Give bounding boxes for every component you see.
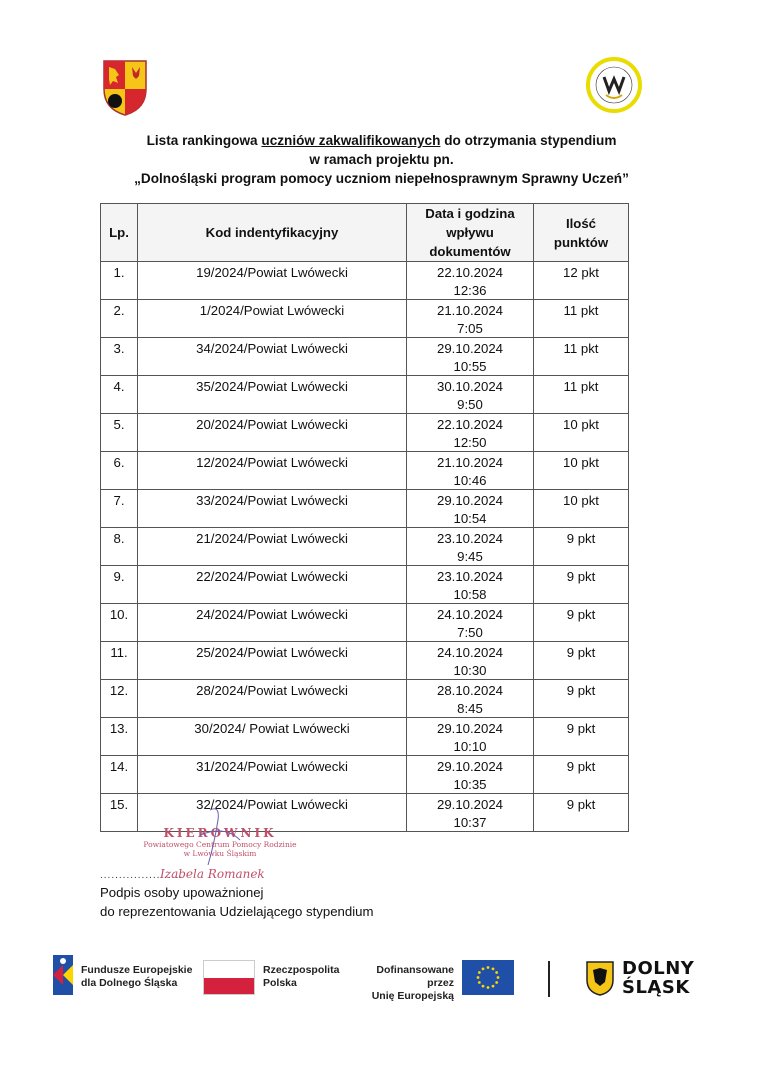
document-title bbox=[0, 131, 763, 188]
title-line-1: Lista rankingowa uczniów zakwalifikowanych do otrzymania stypendium bbox=[146, 133, 617, 148]
row-lp: 4. bbox=[101, 376, 138, 414]
row-kod: 1/2024/Powiat Lwówecki bbox=[138, 300, 407, 338]
eu-star-icon bbox=[487, 986, 490, 989]
eu-star-icon bbox=[497, 976, 500, 979]
row-lp: 7. bbox=[101, 490, 138, 528]
row-kod: 34/2024/Powiat Lwówecki bbox=[138, 338, 407, 376]
poland-flag bbox=[203, 960, 255, 995]
row-date-time bbox=[407, 262, 534, 300]
eu-star-icon bbox=[487, 966, 490, 969]
row-date: 28.10.2024 bbox=[436, 683, 503, 698]
table-row bbox=[101, 756, 629, 794]
row-points: 9 pkt bbox=[534, 680, 629, 718]
table-row bbox=[101, 490, 629, 528]
row-date-time bbox=[407, 528, 534, 566]
county-coat-of-arms bbox=[102, 59, 148, 117]
row-kod: 35/2024/Powiat Lwówecki bbox=[138, 376, 407, 414]
row-points: 11 pkt bbox=[534, 300, 629, 338]
row-kod: 20/2024/Powiat Lwówecki bbox=[138, 414, 407, 452]
table-row bbox=[101, 566, 629, 604]
table-row bbox=[101, 300, 629, 338]
row-date-time bbox=[407, 414, 534, 452]
row-time: 10:37 bbox=[453, 814, 487, 830]
row-date-time bbox=[407, 794, 534, 832]
row-points: 11 pkt bbox=[534, 376, 629, 414]
row-time: 8:45 bbox=[457, 700, 483, 716]
row-date-time bbox=[407, 718, 534, 756]
row-lp: 1. bbox=[101, 262, 138, 300]
row-date-time bbox=[407, 300, 534, 338]
row-kod: 33/2024/Powiat Lwówecki bbox=[138, 490, 407, 528]
eu-star-icon bbox=[482, 967, 485, 970]
eu-funds-icon bbox=[49, 953, 77, 997]
row-date: 29.10.2024 bbox=[436, 797, 503, 812]
dolny-slask-wordmark: DOLNY ŚLĄSK bbox=[622, 958, 695, 998]
row-time: 9:45 bbox=[457, 548, 483, 564]
row-kod: 30/2024/ Powiat Lwówecki bbox=[138, 718, 407, 756]
eu-star-icon bbox=[482, 985, 485, 988]
table-row bbox=[101, 452, 629, 490]
table-row bbox=[101, 338, 629, 376]
row-lp: 11. bbox=[101, 642, 138, 680]
signature-caption: Podpis osoby upoważnionej do reprezentowania Udzielającego stypendium bbox=[100, 885, 374, 919]
row-points: 9 pkt bbox=[534, 794, 629, 832]
eu-star-icon bbox=[478, 971, 481, 974]
pcpr-logo bbox=[586, 57, 642, 113]
row-time: 12:36 bbox=[453, 282, 487, 298]
row-points: 9 pkt bbox=[534, 642, 629, 680]
eu-cofunding-label: Dofinansowane przez Unię Europejską bbox=[371, 964, 454, 1002]
row-kod: 12/2024/Powiat Lwówecki bbox=[138, 452, 407, 490]
row-date-time bbox=[407, 452, 534, 490]
table-row bbox=[101, 642, 629, 680]
eu-funds-label: Fundusze Europejskie dla Dolnego Śląska bbox=[81, 964, 193, 989]
row-time: 10:46 bbox=[453, 472, 487, 488]
header-lp: Lp. bbox=[101, 204, 138, 262]
eu-star-icon bbox=[492, 967, 495, 970]
row-date: 29.10.2024 bbox=[436, 759, 503, 774]
eu-star-icon bbox=[477, 976, 480, 979]
row-date: 30.10.2024 bbox=[436, 379, 503, 394]
row-points: 9 pkt bbox=[534, 528, 629, 566]
eu-star-icon bbox=[495, 981, 498, 984]
eu-star-icon bbox=[478, 981, 481, 984]
row-date: 24.10.2024 bbox=[436, 607, 503, 622]
row-time: 10:30 bbox=[453, 662, 487, 678]
row-lp: 6. bbox=[101, 452, 138, 490]
row-time: 10:55 bbox=[453, 358, 487, 374]
row-lp: 12. bbox=[101, 680, 138, 718]
header-data: Data i godzina wpływu dokumentów bbox=[407, 204, 534, 262]
row-lp: 2. bbox=[101, 300, 138, 338]
poland-label: Rzeczpospolita Polska bbox=[263, 964, 340, 989]
row-date-time bbox=[407, 566, 534, 604]
table-row bbox=[101, 376, 629, 414]
table-row bbox=[101, 414, 629, 452]
row-time: 10:54 bbox=[453, 510, 487, 526]
row-time: 12:50 bbox=[453, 434, 487, 450]
row-date-time bbox=[407, 490, 534, 528]
row-date-time bbox=[407, 680, 534, 718]
row-points: 9 pkt bbox=[534, 718, 629, 756]
title-line-3: „Dolnośląski program pomocy uczniom niepełnosprawnym Sprawny Uczeń” bbox=[134, 171, 629, 186]
row-date-time bbox=[407, 642, 534, 680]
signature-dotted-line: ...................... bbox=[100, 870, 184, 881]
row-time: 10:58 bbox=[453, 586, 487, 602]
row-points: 9 pkt bbox=[534, 756, 629, 794]
row-points: 10 pkt bbox=[534, 452, 629, 490]
row-date: 22.10.2024 bbox=[436, 265, 503, 280]
row-kod: 32/2024/Powiat Lwówecki bbox=[138, 794, 407, 832]
row-time: 7:50 bbox=[457, 624, 483, 640]
row-kod: 28/2024/Powiat Lwówecki bbox=[138, 680, 407, 718]
row-points: 11 pkt bbox=[534, 338, 629, 376]
row-lp: 14. bbox=[101, 756, 138, 794]
row-time: 10:10 bbox=[453, 738, 487, 754]
ranking-table bbox=[100, 203, 629, 832]
row-kod: 31/2024/Powiat Lwówecki bbox=[138, 756, 407, 794]
row-date: 22.10.2024 bbox=[436, 417, 503, 432]
row-kod: 19/2024/Powiat Lwówecki bbox=[138, 262, 407, 300]
row-date: 23.10.2024 bbox=[436, 531, 503, 546]
dolny-slask-eagle-icon bbox=[585, 960, 615, 996]
row-date-time bbox=[407, 756, 534, 794]
row-points: 9 pkt bbox=[534, 604, 629, 642]
row-date: 29.10.2024 bbox=[436, 721, 503, 736]
table-row bbox=[101, 262, 629, 300]
row-lp: 3. bbox=[101, 338, 138, 376]
row-date: 29.10.2024 bbox=[436, 341, 503, 356]
row-date-time bbox=[407, 338, 534, 376]
row-date: 29.10.2024 bbox=[436, 493, 503, 508]
header-punkty: Ilość punktów bbox=[534, 204, 629, 262]
row-time: 7:05 bbox=[457, 320, 483, 336]
table-row bbox=[101, 528, 629, 566]
row-date: 24.10.2024 bbox=[436, 645, 503, 660]
row-date: 23.10.2024 bbox=[436, 569, 503, 584]
row-lp: 8. bbox=[101, 528, 138, 566]
row-date: 21.10.2024 bbox=[436, 455, 503, 470]
row-lp: 10. bbox=[101, 604, 138, 642]
table-row bbox=[101, 680, 629, 718]
row-points: 10 pkt bbox=[534, 414, 629, 452]
signer-name: Izabela Romanek bbox=[160, 867, 265, 881]
row-points: 10 pkt bbox=[534, 490, 629, 528]
row-kod: 22/2024/Powiat Lwówecki bbox=[138, 566, 407, 604]
row-points: 12 pkt bbox=[534, 262, 629, 300]
row-date: 21.10.2024 bbox=[436, 303, 503, 318]
table-row bbox=[101, 718, 629, 756]
table-header-row bbox=[101, 204, 629, 262]
row-lp: 9. bbox=[101, 566, 138, 604]
row-lp: 15. bbox=[101, 794, 138, 832]
header-kod: Kod indentyfikacyjny bbox=[138, 204, 407, 262]
row-date-time bbox=[407, 376, 534, 414]
footer-divider bbox=[548, 961, 550, 997]
row-lp: 13. bbox=[101, 718, 138, 756]
row-date-time bbox=[407, 604, 534, 642]
row-time: 10:35 bbox=[453, 776, 487, 792]
row-kod: 24/2024/Powiat Lwówecki bbox=[138, 604, 407, 642]
eu-star-icon bbox=[492, 985, 495, 988]
row-time: 9:50 bbox=[457, 396, 483, 412]
table-row bbox=[101, 604, 629, 642]
row-lp: 5. bbox=[101, 414, 138, 452]
row-kod: 21/2024/Powiat Lwówecki bbox=[138, 528, 407, 566]
row-kod: 25/2024/Powiat Lwówecki bbox=[138, 642, 407, 680]
title-line-2: w ramach projektu pn. bbox=[309, 152, 454, 167]
eu-star-icon bbox=[495, 971, 498, 974]
eu-flag bbox=[462, 960, 514, 995]
director-stamp: KIEROWNIK Powiatowego Centrum Pomocy Rodzinie w Lwówku Śląskim bbox=[143, 826, 297, 858]
row-points: 9 pkt bbox=[534, 566, 629, 604]
